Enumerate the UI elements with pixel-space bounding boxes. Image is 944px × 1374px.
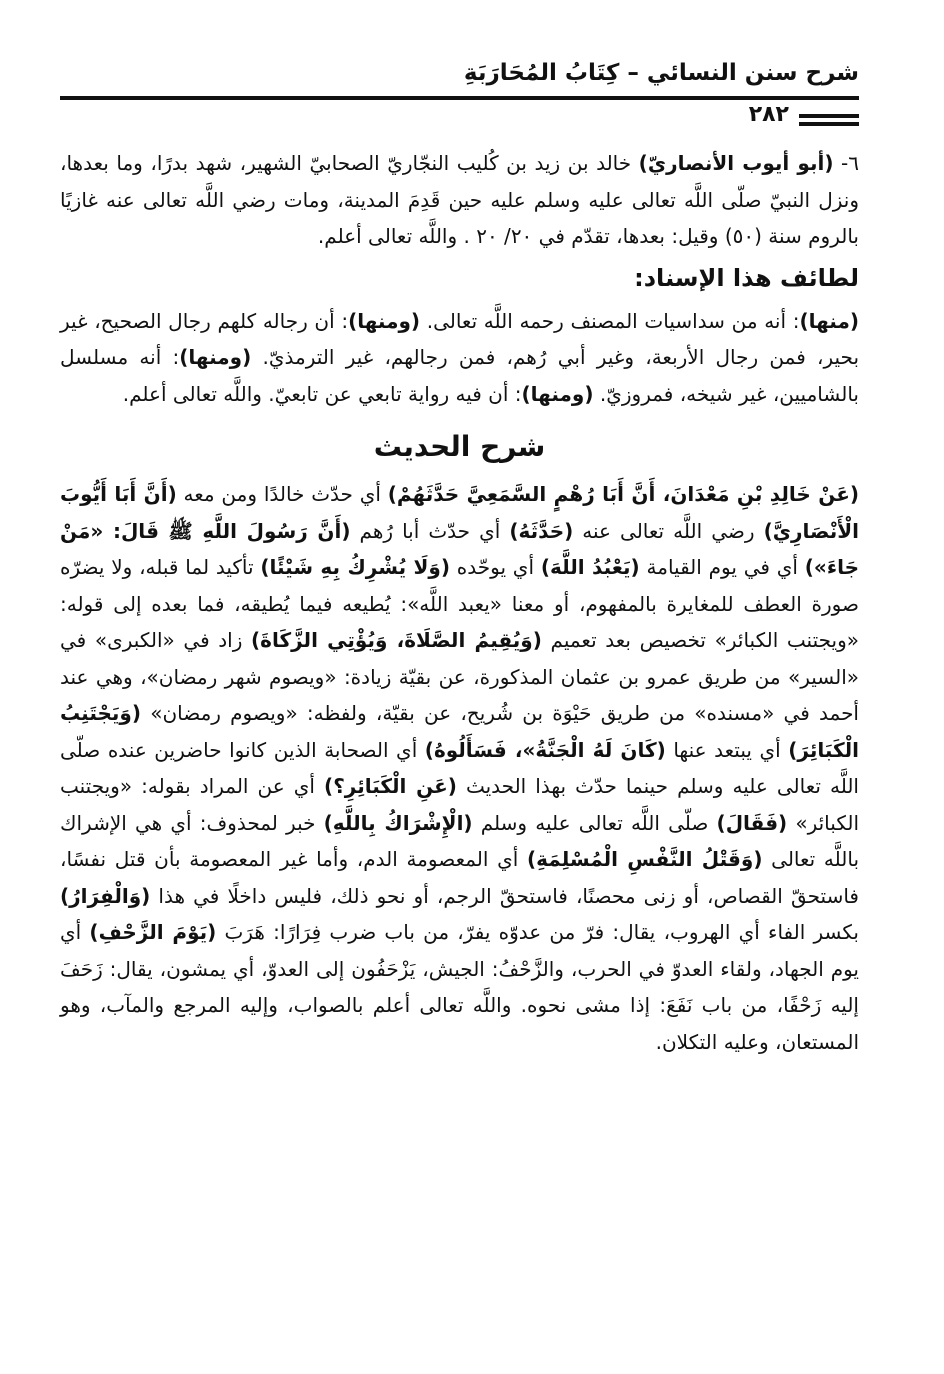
running-head: شرح سنن النسائي – كِتَابُ المُحَارَبَةِ [463,60,859,86]
commentary-text: أي يوم الجهاد، ولقاء العدوّ في الحرب، والزَّحْفُ: الجيش، يَزْحَفُون إلى العدوّ، أي يمشون، يقال: زَحَفَ إليه زَحْفًا، من باب نَفَعَ: إذا مشى نحوه. واللَّه تعالى أعلم بالصواب، وإليه المرجع والمآب، وهو المستعان، وعليه التكلان. [60,920,859,1054]
point-text: : أنه مسلسل بالشاميين، غير شيخه، فمروزيّ. [60,345,859,406]
hadith-quote: (الْإِشْرَاكُ بِاللَّهِ) [323,810,473,835]
page-number-bar [799,114,859,118]
commentary-text: تأكيد لما قبله، ولا يضرّه صورة العطف للمغايرة بالمفهوم، أو معنا «يعبد اللَّه»: يُطيعه فيما يُطيقه، فما بعده إلى قوله: «ويجتنب الكبائر» تخصيص بعد تعميم [60,555,859,652]
point-marker: (ومنها) [521,381,594,406]
section-heading-isnad: لطائف هذا الإسناد: [634,263,859,292]
commentary-text: زاد في «الكبرى» في «السير» من طريق عمرو بن عثمان المذكورة، عن بقيّة زيادة: «ويصوم شهر رمضان»، وهي عند أحمد في «مسنده» من طريق حَيْوَة بن شُريح، عن بقيّة، ولفظه: «ويصوم رمضان» [60,628,859,725]
hadith-quote: (كَانَ لَهُ الْجَنَّةُ»، فَسَأَلُوهُ) [424,737,666,762]
hadith-quote: (حَدَّثَهُ) [509,518,574,543]
hadith-quote: (أَنَّ رَسُولَ اللَّهِ ﷺ قَالَ: «مَنْ جَاءَ») [60,518,859,579]
commentary-text: أي يوحّده [449,555,541,579]
section-heading-sharh: شرح الحديث [373,430,546,463]
commentary-paragraph [60,476,859,1060]
hadith-quote: (وَلَا يُشْرِكُ بِهِ شَيْئًا) [260,555,450,579]
commentary-text: أي حدّث أبا رُهم [350,518,510,543]
page-number: ٢٨٢ [748,102,789,127]
book-page [60,30,859,1344]
page-number-row [679,102,859,138]
hadith-quote: (وَيَجْتَنِبُ الْكَبَائِرَ) [60,701,859,762]
hadith-quote: (وَيُقِيمُ الصَّلَاةَ، وَيُؤْتِي الزَّكَاةَ) [251,628,542,652]
page-number-bar [799,122,859,126]
commentary-text: أي عن المراد بقوله: «ويجتنب الكبائر» [60,774,860,835]
narrator-name: (أبو أيوب الأنصاريّ) [638,151,834,175]
commentary-text: خبر لمحذوف: أي هي الإشراك باللَّه تعالى [60,810,860,871]
point-text: : أن فيه رواية تابعي عن تابعيّ. واللَّه تعالى أعلم. [122,381,522,406]
header-rule [60,96,859,100]
point-marker: (ومنها) [179,345,252,369]
narrator-bio: خالد بن زيد بن كُليب النجّاريّ الصحابيّ الشهير، شهد بدرًا، وما بعدها، ونزل النبيّ صلّى اللَّه تعالى عليه وسلم عليه حين قَدِمَ المدينة، ومات رضي اللَّه تعالى عنه غازيًا بالروم سنة (٥٠) وقيل: بعدها، تقدّم في ٢٠/ ٢٠ . واللَّه تعالى أعلم. [60,151,859,248]
commentary-text: أي في يوم القيامة [639,555,805,579]
point-text: : أن رجاله كلهم رجال الصحيح، غير بحير، فمن رجال الأربعة، وغير أبي رُهم، فمن رجالهم، غير الترمذيّ. [60,308,860,369]
commentary-text: بكسر الفاء أي الهروب، يقال: فرّ من عدوّه يفرّ، من باب ضرب فِرَارًا: هَرَبَ [216,920,859,944]
commentary-text: أي الصحابة الذين كانوا حاضرين عنده صلّى اللَّه تعالى عليه وسلم حينما حدّث بهذا الحديث [60,737,859,798]
page-body [60,145,859,1060]
hadith-quote: (أَنَّ أَبَا أَيُّوبَ الْأَنْصَارِيَّ) [60,482,860,543]
point-text: : أنه من سداسيات المصنف رحمه اللَّه تعالى. [420,308,800,333]
hadith-quote: (يَوْمَ الزَّحْفِ) [89,920,217,944]
hadith-quote: (وَالْفِرَارُ) [60,883,151,908]
commentary-text: صلّى اللَّه تعالى عليه وسلم [472,810,717,835]
item-number: ٦- [833,151,859,175]
hadith-quote: (فَقَالَ) [716,810,788,835]
hadith-quote: (عَنِ الْكَبَائِرِ؟) [324,774,457,798]
point-marker: (ومنها) [348,308,421,333]
narrator-paragraph [60,145,859,255]
hadith-quote: (عَنْ خَالِدِ بْنِ مَعْدَانَ، أَنَّ أَبَا رُهْمٍ السَّمَعِيَّ حَدَّثَهُمْ) [387,482,859,506]
point-marker: (منها) [799,308,859,333]
commentary-text: أي المعصومة الدم، وأما غير المعصومة بأن قتل نفسًا، فاستحقّ القصاص، أو زنى محصنًا، فاستحقّ الرجم، أو نحو ذلك، فليس داخلًا في هذا [60,847,859,908]
commentary-text: رضي اللَّه تعالى عنه [573,518,764,543]
hadith-quote: (وَقَتْلُ النَّفْسِ الْمُسْلِمَةِ) [527,847,763,871]
hadith-quote: (يَعْبُدُ اللَّهَ) [540,555,640,579]
commentary-text: أي حدّث خالدًا ومن معه [176,482,388,506]
isnad-paragraph [60,303,859,413]
commentary-text: أي يبتعد عنها [665,737,789,762]
